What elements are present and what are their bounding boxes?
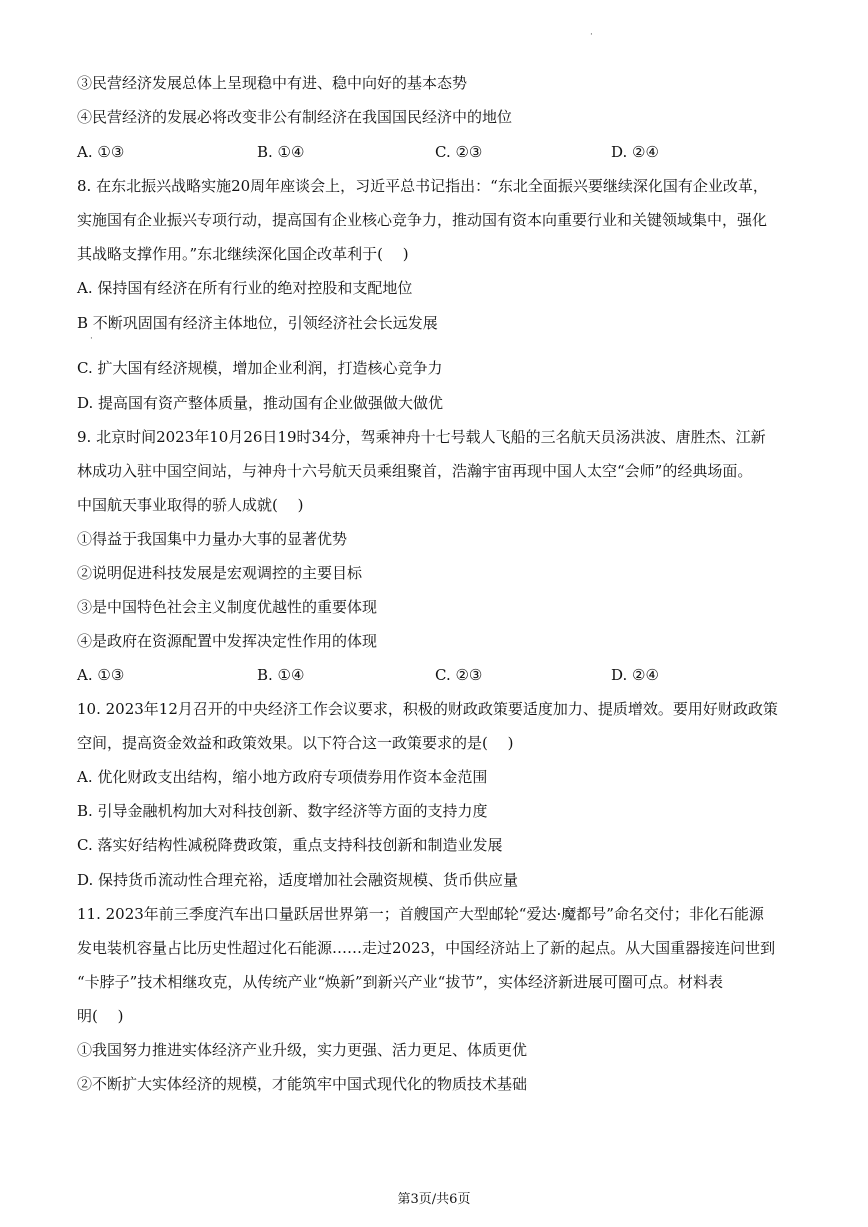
q9-option-c: C. ②③ — [435, 666, 483, 684]
q9-item-2: ②说明促进科技发展是宏观调控的主要目标 — [77, 564, 363, 582]
q11-stem-line-3: “卡脖子”技术相继攻克，从传统产业“焕新”到新兴产业“拔节”，实体经济新进展可圈可点。材料表 — [77, 973, 724, 991]
q9-option-d: D. ②④ — [611, 666, 659, 684]
q9-stem-line-2: 林成功入驻中国空间站，与神舟十六号航天员乘组聚首，浩瀚宇宙再现中国人太空“会师”的经典场面。 — [77, 462, 753, 480]
q9-option-a: A. ①③ — [77, 666, 125, 684]
q7-option-c: C. ②③ — [435, 143, 483, 161]
q8-stem-line-3: 其战略支撑作用。”东北继续深化国企改革利于( ) — [77, 245, 409, 263]
q10-choice-b: B. 引导金融机构加大对科技创新、数字经济等方面的支持力度 — [77, 802, 488, 820]
q8-choice-c: C. 扩大国有经济规模，增加企业利润，打造核心竞争力 — [77, 359, 443, 377]
q7-option-d: D. ②④ — [611, 143, 659, 161]
q7-option-a: A. ①③ — [77, 143, 125, 161]
q11-stem-line-4: 明( ) — [77, 1007, 124, 1025]
scan-dot: · — [90, 334, 93, 344]
q10-choice-c: C. 落实好结构性减税降费政策，重点支持科技创新和制造业发展 — [77, 836, 503, 854]
q8-choice-a: A. 保持国有经济在所有行业的绝对控股和支配地位 — [77, 279, 413, 297]
q8-stem-line-1: 8. 在东北振兴战略实施20周年座谈会上，习近平总书记指出：“东北全面振兴要继续深化国有企业改革， — [77, 177, 768, 195]
q11-stem-line-2: 发电装机容量占比历史性超过化石能源……走过2023，中国经济站上了新的起点。从大国重器接连问世到 — [77, 939, 776, 957]
q10-choice-d: D. 保持货币流动性合理充裕，适度增加社会融资规模、货币供应量 — [77, 871, 519, 889]
q11-item-2: ②不断扩大实体经济的规模，才能筑牢中国式现代化的物质技术基础 — [77, 1075, 528, 1093]
q9-item-4: ④是政府在资源配置中发挥决定性作用的体现 — [77, 632, 378, 650]
q9-options — [77, 665, 797, 685]
q9-stem-line-1: 9. 北京时间2023年10月26日19时34分，驾乘神舟十七号载人飞船的三名航天员汤洪波、唐胜杰、江新 — [77, 428, 766, 446]
q9-option-b: B. ①④ — [257, 666, 305, 684]
scan-dot: · — [590, 30, 593, 40]
q11-item-1: ①我国努力推进实体经济产业升级，实力更强、活力更足、体质更优 — [77, 1041, 528, 1059]
page-number: 第3页/共6页 — [397, 1192, 471, 1207]
q7-item-4: ④民营经济的发展必将改变非公有制经济在我国国民经济中的地位 — [77, 108, 513, 126]
q7-option-b: B. ①④ — [257, 143, 305, 161]
q8-stem-line-2: 实施国有企业振兴专项行动，提高国有企业核心竞争力，推动国有资本向重要行业和关键领域集中，强化 — [77, 211, 768, 229]
q9-item-3: ③是中国特色社会主义制度优越性的重要体现 — [77, 598, 378, 616]
q8-choice-b: B 不断巩固国有经济主体地位，引领经济社会长远发展 — [77, 314, 438, 332]
q11-stem-line-1: 11. 2023年前三季度汽车出口量跃居世界第一；首艘国产大型邮轮“爱达·魔都号”命名交付；非化石能源 — [77, 905, 764, 923]
q10-stem-line-1: 10. 2023年12月召开的中央经济工作会议要求，积极的财政政策要适度加力、提质增效。要用好财政政策 — [77, 700, 778, 718]
q9-stem-line-3: 中国航天事业取得的骄人成就( ) — [77, 496, 304, 514]
q7-item-3: ③民营经济发展总体上呈现稳中有进、稳中向好的基本态势 — [77, 74, 468, 92]
q8-choice-d: D. 提高国有资产整体质量，推动国有企业做强做大做优 — [77, 394, 444, 412]
q10-stem-line-2: 空间，提高资金效益和政策效果。以下符合这一政策要求的是( ) — [77, 734, 514, 752]
q10-choice-a: A. 优化财政支出结构，缩小地方政府专项债券用作资本金范围 — [77, 768, 488, 786]
q7-options — [77, 142, 797, 162]
q9-item-1: ①得益于我国集中力量办大事的显著优势 — [77, 530, 348, 548]
